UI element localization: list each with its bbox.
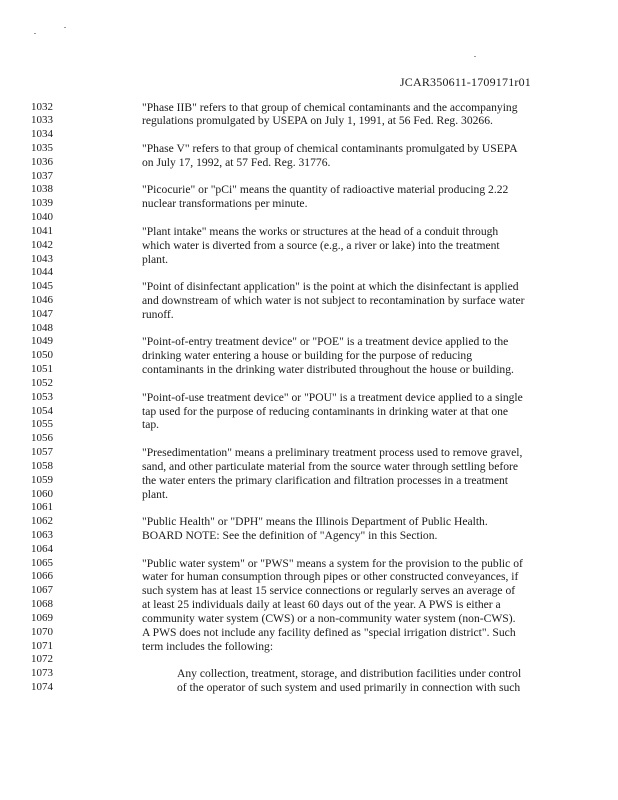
line-number: 1053 — [31, 390, 53, 403]
line-number: 1040 — [31, 211, 53, 224]
line-text: the water enters the primary clarification and filtration processes in a treatment — [142, 473, 509, 487]
line-number: 1073 — [31, 667, 53, 680]
line-text: on July 17, 1992, at 57 Fed. Reg. 31776. — [142, 155, 331, 169]
line-number: 1037 — [31, 169, 53, 182]
line-number: 1039 — [31, 197, 53, 210]
line-text: at least 25 individuals daily at least 60 days out of the year. A PWS is either a — [142, 598, 501, 611]
line-text: water for human consumption through pipes or other constructed conveyances, if — [142, 570, 519, 584]
line-number: 1045 — [31, 280, 53, 293]
line-text: tap. — [142, 418, 160, 432]
line-number: 1055 — [31, 418, 53, 431]
line-text: nuclear transformations per minute. — [142, 197, 308, 211]
scan-speck — [474, 56, 476, 57]
line-text: plant. — [142, 252, 169, 266]
line-text: of the operator of such system and used primarily in connection with such — [177, 680, 521, 694]
line-number: 1059 — [31, 473, 53, 486]
line-number: 1044 — [31, 266, 53, 279]
line-text: term includes the following: — [142, 639, 274, 653]
line-number: 1061 — [31, 501, 53, 514]
line-text: community water system (CWS) or a non-community water system (non-CWS). — [142, 611, 516, 625]
document-id: JCAR350611-1709171r01 — [399, 75, 531, 89]
line-number: 1054 — [31, 404, 53, 417]
line-text: "Picocurie" or "pCi" means the quantity of radioactive material producing 2.22 — [142, 183, 509, 197]
scan-speck — [34, 33, 36, 34]
line-number: 1072 — [31, 653, 53, 666]
line-text: tap used for the purpose of reducing contaminants in drinking water at that one — [142, 404, 509, 418]
line-number: 1068 — [31, 598, 53, 610]
line-number: 1043 — [31, 252, 53, 265]
line-text: "Phase IIB" refers to that group of chemical contaminants and the accompanying — [142, 100, 518, 114]
line-number: 1041 — [31, 224, 53, 237]
line-number: 1065 — [31, 556, 53, 569]
line-text: "Point of disinfectant application" is the point at which the disinfectant is applied — [142, 280, 519, 294]
line-text: "Presedimentation" means a preliminary treatment process used to remove gravel, — [142, 446, 523, 459]
line-number: 1049 — [31, 335, 53, 348]
line-number: 1067 — [31, 584, 53, 597]
line-number: 1038 — [31, 183, 53, 196]
line-number: 1060 — [31, 487, 53, 500]
line-number: 1063 — [31, 528, 53, 541]
line-text: which water is diverted from a source (e.g., a river or lake) into the treatment — [142, 238, 500, 252]
line-text: "Public Health" or "DPH" means the Illinois Department of Public Health. — [142, 515, 488, 529]
scan-speck — [64, 27, 66, 28]
line-number: 1052 — [31, 376, 53, 389]
line-text: plant. — [142, 487, 169, 501]
line-number: 1032 — [31, 100, 53, 113]
line-text: "Point-of-use treatment device" or "POU" is a treatment device applied to a single — [142, 390, 523, 404]
line-text: such system has at least 15 service connections or regularly serves an average of — [142, 584, 516, 598]
line-text: and downstream of which water is not subject to recontamination by surface water — [142, 294, 525, 307]
line-number: 1051 — [31, 363, 53, 376]
line-number: 1056 — [31, 432, 53, 445]
line-number: 1035 — [31, 142, 53, 154]
line-text: drinking water entering a house or building for the purpose of reducing — [142, 349, 473, 363]
line-number: 1047 — [31, 307, 53, 320]
line-number: 1066 — [31, 570, 53, 583]
line-text: A PWS does not include any facility defined as "special irrigation district". Such — [142, 625, 516, 639]
line-number: 1042 — [31, 238, 53, 251]
line-number: 1070 — [31, 625, 53, 638]
line-number: 1048 — [31, 321, 53, 334]
line-text: contaminants in the drinking water distributed throughout the house or building. — [142, 363, 514, 377]
line-text: Any collection, treatment, storage, and distribution facilities under control — [177, 667, 522, 681]
line-text: BOARD NOTE: See the definition of "Agency" in this Section. — [142, 528, 438, 542]
line-number: 1050 — [31, 349, 53, 362]
line-text: "Public water system" or "PWS" means a system for the provision to the public of — [142, 556, 523, 570]
line-number: 1046 — [31, 294, 53, 306]
line-text: "Plant intake" means the works or structures at the head of a conduit through — [142, 224, 499, 238]
line-number: 1033 — [31, 114, 53, 127]
line-number: 1057 — [31, 446, 53, 458]
line-number: 1074 — [31, 680, 53, 693]
line-number: 1069 — [31, 611, 53, 624]
line-number: 1071 — [31, 639, 53, 652]
line-number: 1034 — [31, 128, 53, 141]
line-text: "Point-of-entry treatment device" or "POE" is a treatment device applied to the — [142, 335, 509, 349]
line-text: regulations promulgated by USEPA on July 1, 1991, at 56 Fed. Reg. 30266. — [142, 114, 493, 128]
line-number: 1036 — [31, 155, 53, 168]
line-number: 1062 — [31, 515, 53, 528]
line-number: 1064 — [31, 542, 53, 555]
line-text: runoff. — [142, 307, 174, 321]
line-text: sand, and other particulate material from the source water through settling before — [142, 459, 519, 473]
line-number: 1058 — [31, 459, 53, 472]
line-text: "Phase V" refers to that group of chemical contaminants promulgated by USEPA — [142, 142, 518, 155]
